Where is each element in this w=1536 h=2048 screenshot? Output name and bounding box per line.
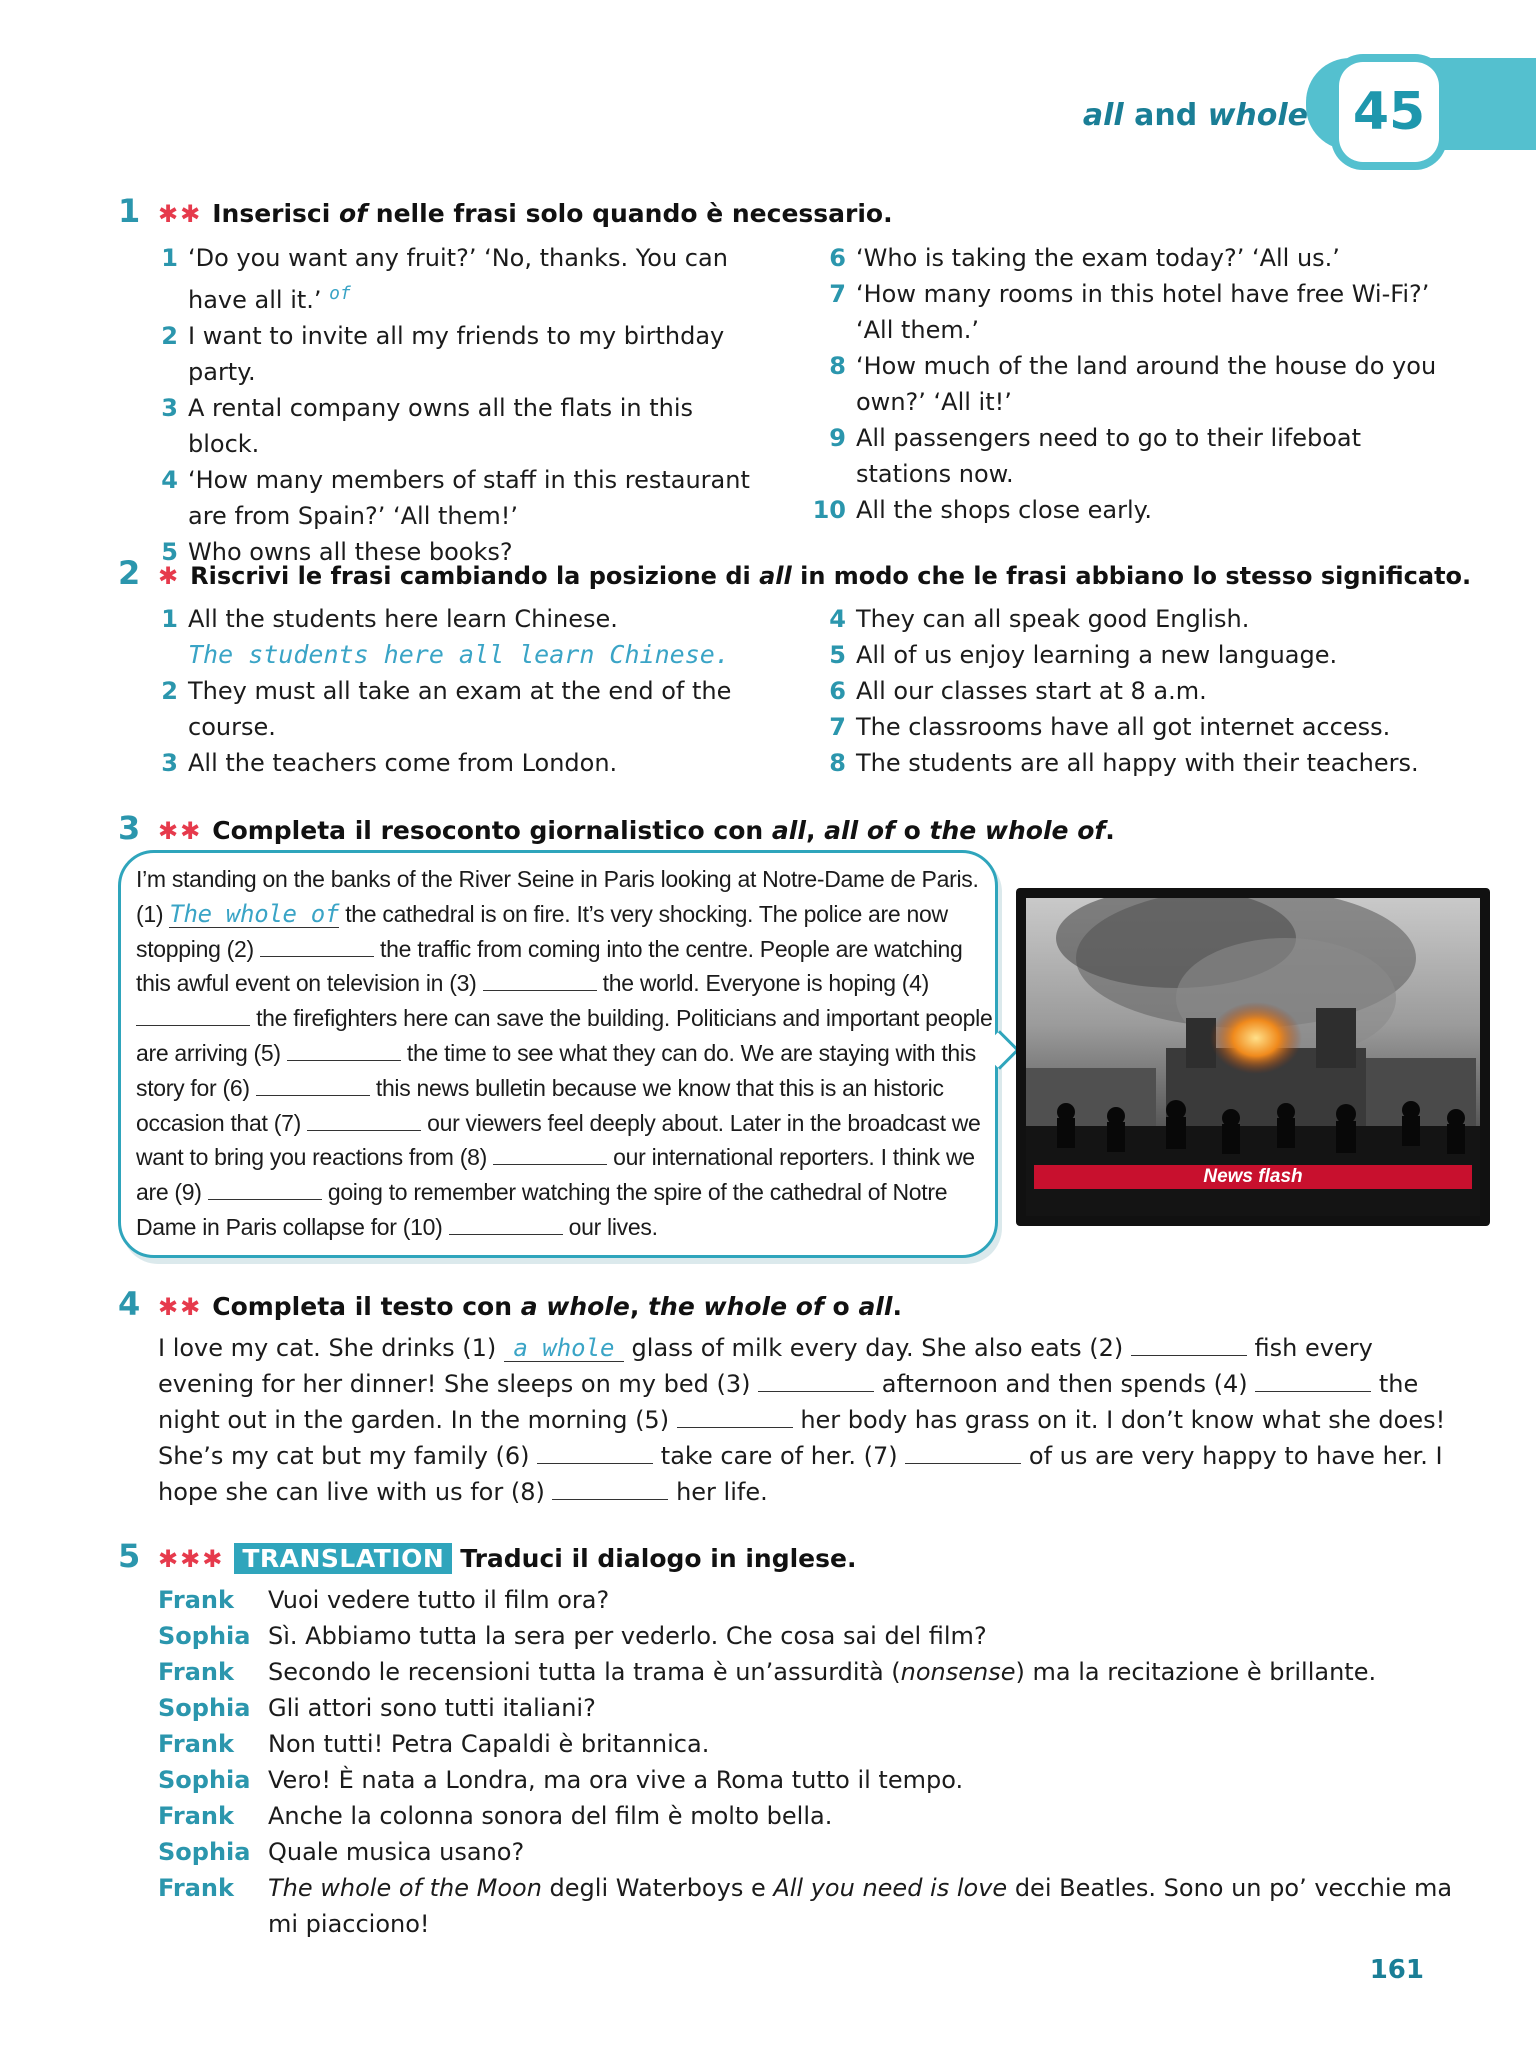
answer-blank[interactable] <box>493 1143 607 1165</box>
exercise-5-heading: 5 ✱✱✱ TRANSLATION Traduci il dialogo in inglese. <box>118 1537 857 1575</box>
cat-text: I love my cat. She drinks (1) a whole glass of milk every day. She also eats (2) fish every evening for her dinner! She sleeps on my bed (3) afternoon and then spends (4) the night out in the garden. In the morning (5) her body has grass on it. I don’t know what she does! She’s my cat but my family (6) take care of her. (7) of us are very happy to have her. I hope she can live with us for (8) her life. <box>158 1334 1446 1506</box>
answer-blank-filled: a whole <box>504 1335 624 1362</box>
list-item: 7 ‘How many rooms in this hotel have free Wi-Fi?’ ‘All them.’ <box>829 280 1430 344</box>
list-item: 2 They must all take an exam at the end of the course. <box>161 677 732 741</box>
difficulty-stars: ✱✱ <box>158 1293 203 1321</box>
dialogue-line: Frank Vuoi vedere tutto il film ora? <box>158 1586 610 1614</box>
exercise-instruction: Inserisci of nelle frasi solo quando è necessario. <box>212 199 893 228</box>
difficulty-stars: ✱✱ <box>158 200 203 228</box>
list-item: 8 ‘How much of the land around the house do you own?’ ‘All it!’ <box>829 352 1437 416</box>
answer-blank[interactable] <box>552 1478 668 1500</box>
answer-blank[interactable] <box>905 1442 1021 1464</box>
answer-blank[interactable] <box>1255 1370 1371 1392</box>
dialogue-line: Frank Non tutti! Petra Capaldi è britannica. <box>158 1730 710 1758</box>
list-item: 3 A rental company owns all the flats in this block. <box>161 394 694 458</box>
exercise-2-heading: 2 ✱ Riscrivi le frasi cambiando la posizione di all in modo che le frasi abbiano lo stesso significato. <box>118 554 1472 592</box>
news-flash-banner: News flash <box>1034 1165 1472 1189</box>
exercise-instruction: Completa il resoconto giornalistico con all, all of o the whole of. <box>212 816 1115 845</box>
handwritten-insert: of <box>329 283 351 304</box>
list-item: 4 ‘How many members of staff in this restaurant are from Spain?’ ‘All them!’ <box>161 466 750 530</box>
answer-blank[interactable] <box>208 1178 322 1200</box>
answer-blank[interactable] <box>449 1213 563 1235</box>
exercise-1-list-left <box>158 240 758 570</box>
answer-blank[interactable] <box>256 1074 370 1096</box>
list-item: 6 All our classes start at 8 a.m. <box>829 677 1207 705</box>
list-item: 2 I want to invite all my friends to my birthday party. <box>161 322 725 386</box>
list-item: 3 All the teachers come from London. <box>161 749 618 777</box>
dialogue-line: Frank Secondo le recensioni tutta la trama è un’assurdità (nonsense) ma la recitazione è brillante. <box>158 1658 1377 1686</box>
difficulty-stars: ✱✱ <box>158 817 203 845</box>
list-item: 4 They can all speak good English. <box>829 605 1250 633</box>
answer-blank[interactable] <box>677 1406 793 1428</box>
unit-badge <box>1339 62 1439 162</box>
dialogue-line: Frank The whole of the Moon degli Waterboys e All you need is love dei Beatles. Sono un po’ vecchie ma mi piacciono! <box>158 1874 1453 1938</box>
exercise-2-list-left <box>158 601 758 781</box>
translation-badge: TRANSLATION <box>234 1543 452 1574</box>
exercise-1-list-right <box>812 240 1452 528</box>
answer-blank[interactable] <box>1131 1334 1247 1356</box>
answer-blank[interactable] <box>136 1004 250 1026</box>
answer-blank[interactable] <box>260 935 374 957</box>
dialogue-line: Sophia Quale musica usano? <box>158 1838 525 1866</box>
exercise-instruction: Riscrivi le frasi cambiando la posizione di all in modo che le frasi abbiano lo stesso significato. <box>190 562 1472 590</box>
difficulty-stars: ✱✱✱ <box>158 1545 225 1573</box>
exercise-instruction: Traduci il dialogo in inglese. <box>460 1544 857 1573</box>
difficulty-stars: ✱ <box>158 562 181 590</box>
dialogue-line: Sophia Gli attori sono tutti italiani? <box>158 1694 596 1722</box>
exercise-instruction: Completa il testo con a whole, the whole of o all. <box>212 1292 902 1321</box>
list-item: 6 ‘Who is taking the exam today?’ ‘All us.’ <box>829 244 1340 272</box>
answer-blank[interactable] <box>483 969 597 991</box>
news-photo <box>1016 888 1490 1226</box>
unit-number: 45 <box>1352 82 1426 142</box>
page-title: all and whole <box>1082 98 1308 133</box>
answer-blank[interactable] <box>287 1039 401 1061</box>
page-number: 161 <box>1369 1955 1424 1985</box>
answer-blank-filled: The whole of <box>169 899 340 928</box>
list-item: 9 All passengers need to go to their lifeboat stations now. <box>829 424 1362 488</box>
handwritten-answer: The students here all learn Chinese. <box>188 640 730 669</box>
list-item: 7 The classrooms have all got internet access. <box>829 713 1391 741</box>
list-item: 5 Who owns all these books? <box>161 538 513 566</box>
exercise-4-heading: 4 ✱✱ Completa il testo con a whole, the whole of o all. <box>118 1285 902 1323</box>
exercise-1-heading: 1 ✱✱ Inserisci of nelle frasi solo quando è necessario. <box>118 192 893 230</box>
answer-blank[interactable] <box>537 1442 653 1464</box>
dialogue-line: Sophia Sì. Abbiamo tutta la sera per vederlo. Che cosa sai del film? <box>158 1622 987 1650</box>
answer-blank[interactable] <box>307 1109 421 1131</box>
news-report-text: I’m standing on the banks of the River Seine in Paris looking at Notre-Dame de Paris. (1) The whole of the cathedral is on fire. It’s very shocking. The police are now stopping (2) the traffic from coming into the centre. People are watching this awful event on television in (3) the world. Everyone is hoping (4) the firefighters here can save the building. Politicians and important people are arriving (5) the time to see what they can do. We are staying with this story for (6) this news bulletin because we know that this is an historic occasion that (7) our viewers feel deeply about. Later in the broadcast we want to bring you reactions from (8) our international reporters. I think we are (9) going to remember watching the spire of the cathedral of Notre Dame in Paris collapse for (10) our lives. <box>136 866 993 1240</box>
list-item: 8 The students are all happy with their teachers. <box>829 749 1419 777</box>
answer-blank[interactable] <box>758 1370 874 1392</box>
list-item: 5 All of us enjoy learning a new language. <box>829 641 1338 669</box>
exercise-2-list-right <box>812 601 1452 781</box>
list-item: 1 All the students here learn Chinese. The students here all learn Chinese. <box>158 601 758 673</box>
exercise-3-heading: 3 ✱✱ Completa il resoconto giornalistico con all, all of o the whole of. <box>118 809 1115 847</box>
list-item: 10 All the shops close early. <box>812 496 1153 524</box>
dialogue-line: Frank Anche la colonna sonora del film è molto bella. <box>158 1802 833 1830</box>
dialogue-line: Sophia Vero! È nata a Londra, ma ora vive a Roma tutto il tempo. <box>158 1766 964 1794</box>
list-item: 1 ‘Do you want any fruit?’ ‘No, thanks. You can have all it.’ $^{of}$ <box>161 244 728 314</box>
dialogue <box>158 1582 1458 1942</box>
